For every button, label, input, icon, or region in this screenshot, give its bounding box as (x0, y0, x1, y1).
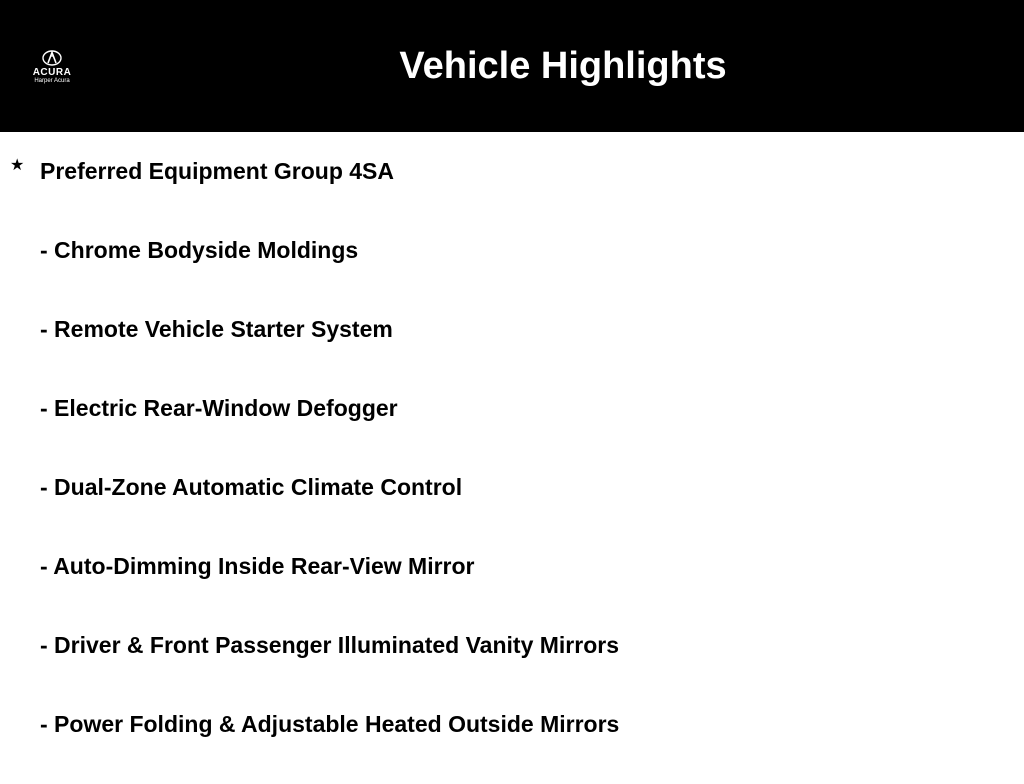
list-item (0, 626, 1024, 705)
list-item (0, 310, 1024, 389)
list-item (0, 468, 1024, 547)
list-item-text: - Dual-Zone Automatic Climate Control (40, 474, 463, 500)
list-item-text: - Electric Rear-Window Defogger (40, 395, 398, 421)
list-item-text: - Chrome Bodyside Moldings (40, 237, 359, 263)
dealer-logo (22, 50, 82, 90)
list-item-text: - Power Folding & Adjustable Heated Outside Mirrors (40, 711, 620, 737)
logo-brand-text: ACURA (32, 67, 72, 78)
logo-dealer-text: Harper Acura (34, 78, 70, 84)
page-title: Vehicle Highlights (399, 45, 727, 87)
header-bar (0, 0, 1024, 132)
list-item-text: - Remote Vehicle Starter System (40, 316, 393, 342)
list-item-text: Preferred Equipment Group 4SA (40, 158, 395, 184)
list-item (0, 547, 1024, 626)
list-item-text: - Driver & Front Passenger Illuminated Vanity Mirrors (40, 632, 619, 658)
list-item (0, 152, 1024, 231)
acura-logo-icon (42, 50, 62, 66)
highlights-list (0, 152, 1024, 784)
list-item (0, 231, 1024, 310)
list-item-text: - Auto-Dimming Inside Rear-View Mirror (40, 553, 475, 579)
list-item (0, 389, 1024, 468)
list-item (0, 705, 1024, 784)
star-icon: ★ (10, 157, 25, 174)
